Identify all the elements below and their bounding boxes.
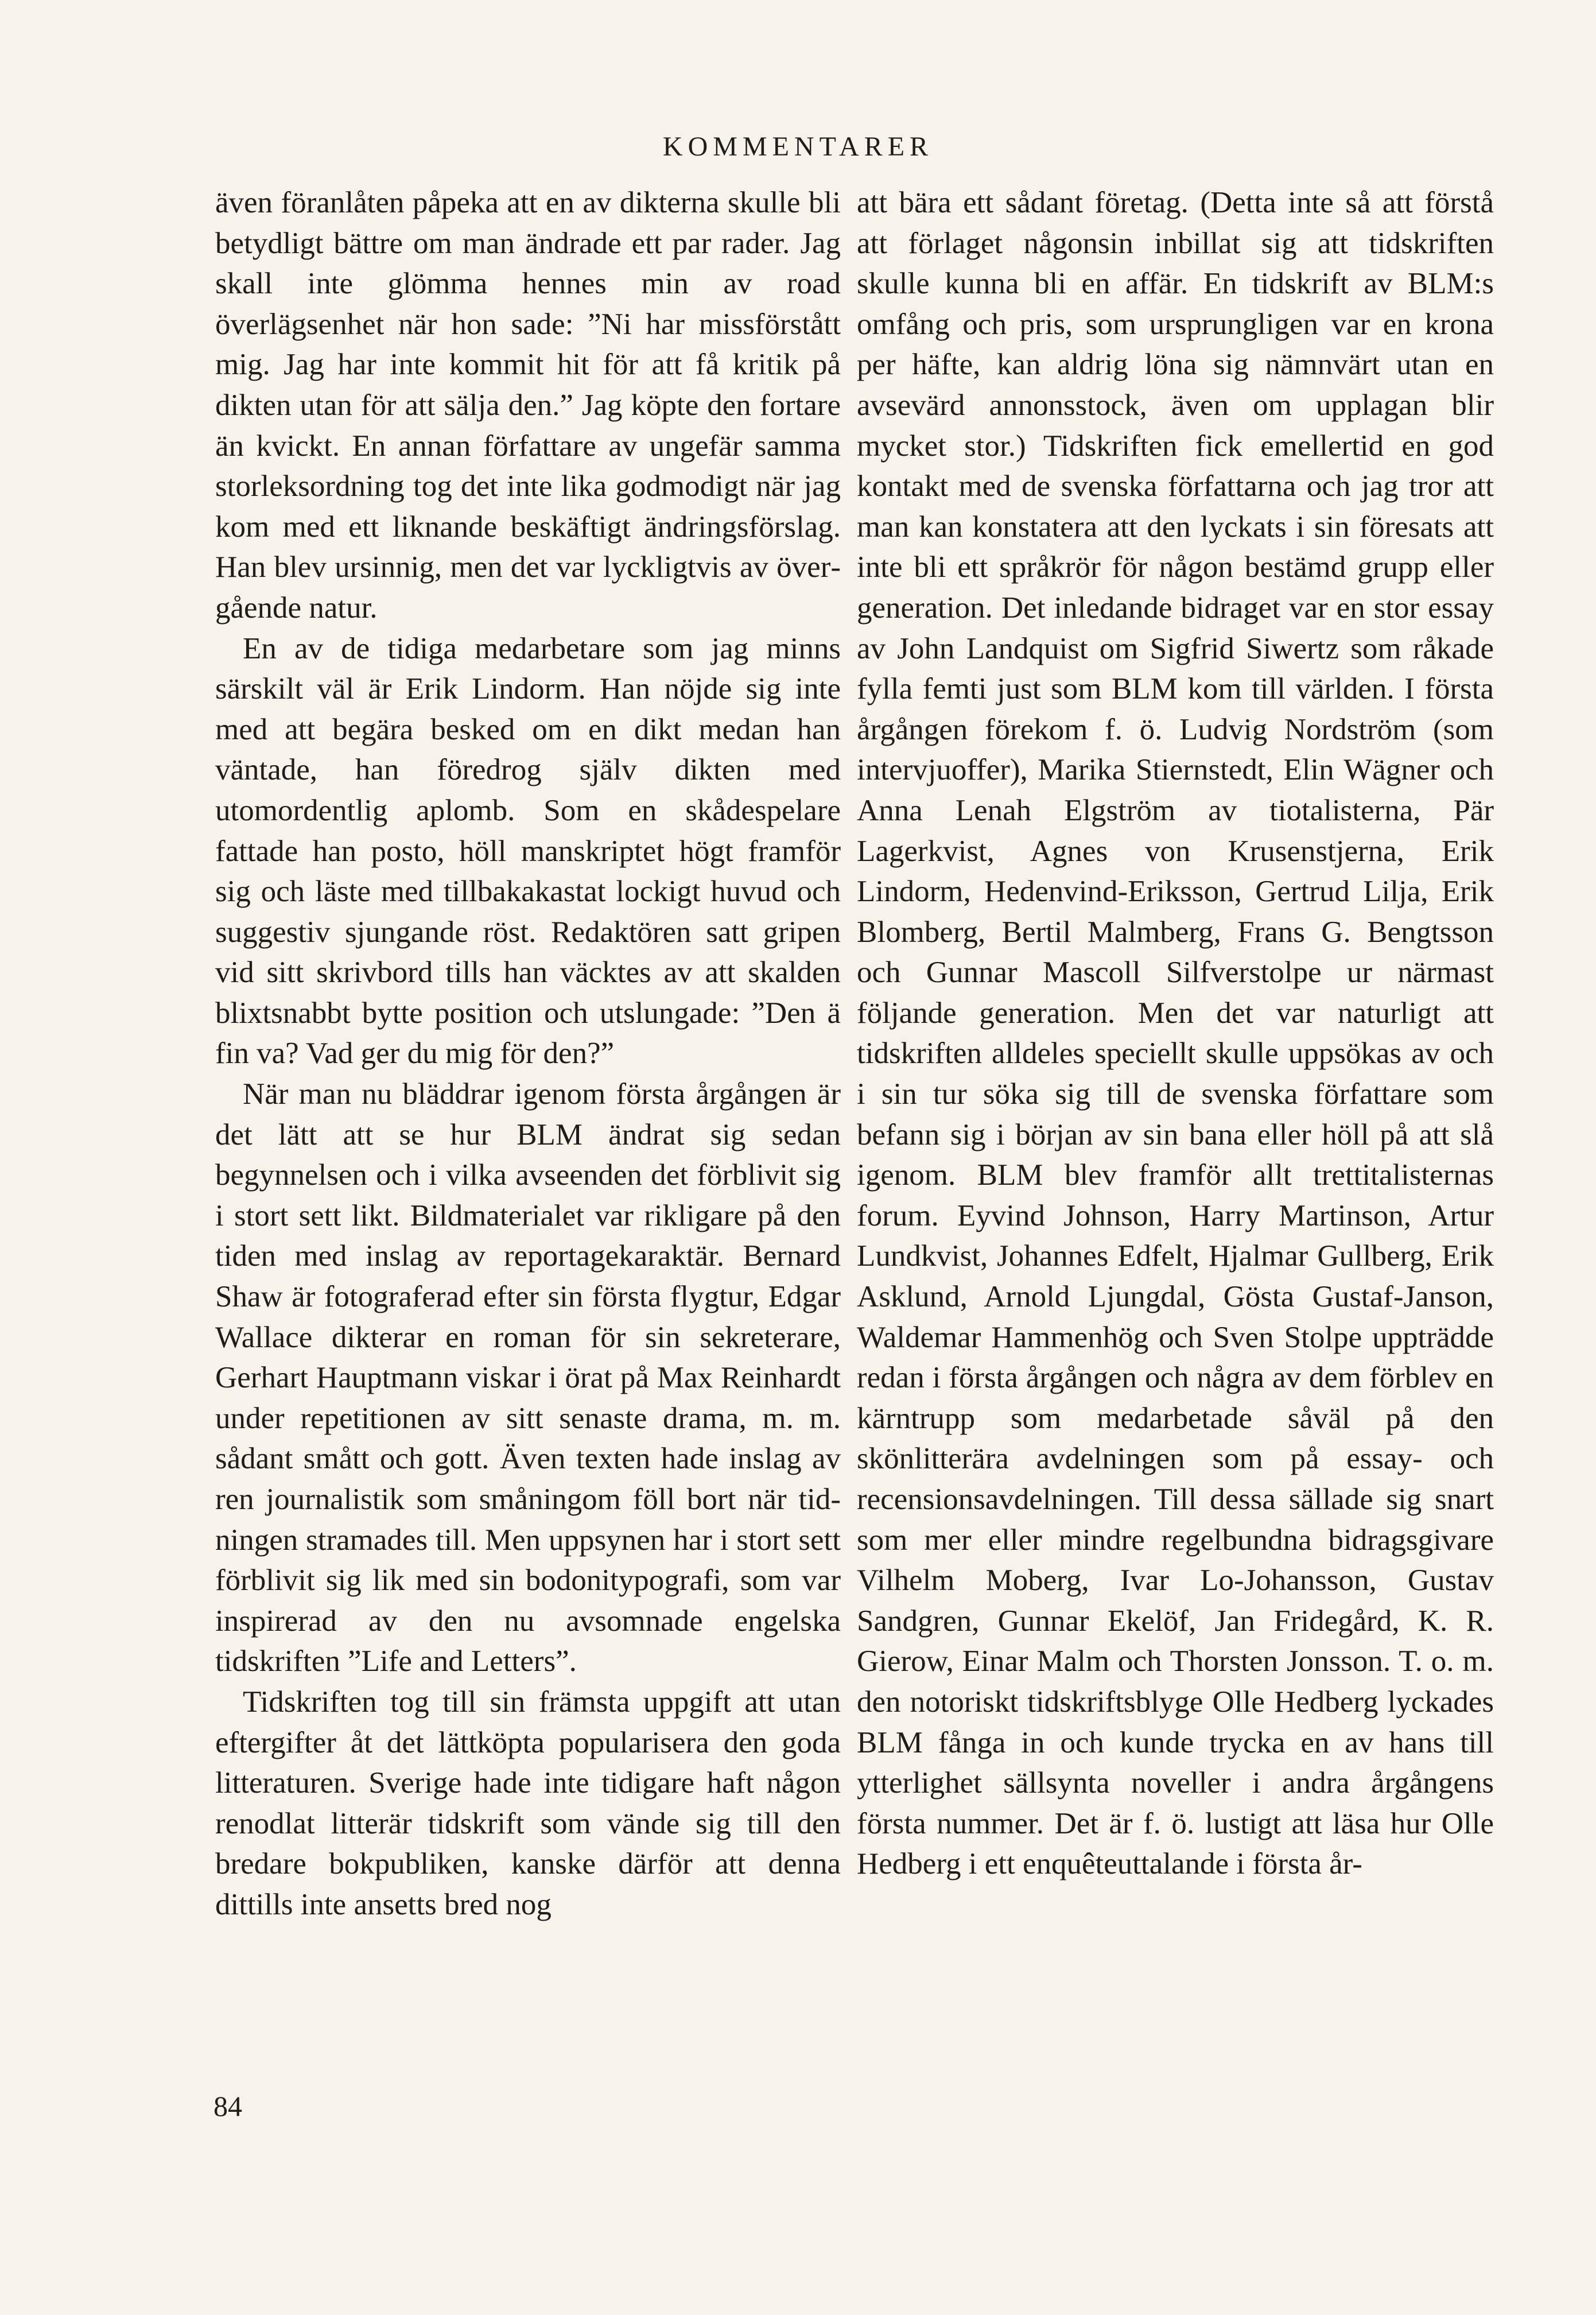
right-column (857, 183, 1494, 1884)
paragraph: att bära ett sådant företag. (Detta inte så att förstå att förlaget någonsin inbillat sig att tidskriften skulle kunna bli en affär. En tidskrift av BLM:s omfång och pris, som ursprungligen var en krona per häfte, kan aldrig löna sig nämnvärt utan en avsevärd annonsstock, även om upplagan blir mycket stor.) Tidskriften fick emellertid en god kontakt med de svenska författarna och jag tror att man kan konstatera att den lyckats i sin föresats att inte bli ett språkrör för någon bestämd grupp eller generation. Det inledande bidraget var en stor essay av John Landquist om Sigfrid Siwertz som råkade fylla femti just som BLM kom till världen. I första årgången förekom f. ö. Ludvig Nordström (som intervjuoffer), Marika Stiernstedt, Elin Wägner och Anna Lenah Elgström av tiotalisterna, Pär Lagerkvist, Agnes von Krusenstjerna, Erik Lindorm, Hedenvind-Eriksson, Gertrud Lilja, Erik Blomberg, Bertil Malmberg, Frans G. Bengtsson och Gunnar Mascoll Silfverstolpe ur närmast följande generation. Men det var naturligt att tidskriften alldeles speciellt skulle uppsökas av och i sin tur söka sig till de svenska författare som befann sig i början av sin bana eller höll på att slå igenom. BLM blev framför allt trettitalisternas forum. Eyvind Johnson, Harry Martinson, Artur Lundkvist, Johannes Edfelt, Hjalmar Gullberg, Erik Asklund, Arnold Ljungdal, Gösta Gustaf-Janson, Waldemar Hammenhög och Sven Stolpe uppträdde redan i första årgången och några av dem förblev en kärntrupp som medarbetade såväl på den skönlitterära avdelningen som på essay- och recensionsavdelningen. Till dessa sällade sig snart som mer eller mindre regelbundna bidragsgivare Vilhelm Moberg, Ivar Lo-Johansson, Gustav Sandgren, Gunnar Ekelöf, Jan Fridegård, K. R. Gierow, Einar Malm och Thorsten Jonsson. T. o. m. den notoriskt tidskriftsblyge Olle Hedberg lyckades BLM fånga in och kunde trycka en av hans till ytterlighet sällsynta noveller i andra årgångens första nummer. Det är f. ö. lustigt att läsa hur Olle Hedberg i ett enquêteuttalande i första år- (857, 186, 1494, 1881)
page-number: 84 (213, 2090, 242, 2122)
left-column (215, 183, 841, 1925)
paragraph: När man nu bläddrar igenom första årgången är det lätt att se hur BLM ändrat sig sedan begynnelsen och i vilka avseenden det förblivit sig i stort sett likt. Bildmaterialet var rikligare på den tiden med inslag av reportagekaraktär. Bernard Shaw är fotograferad efter sin första flygtur, Edgar Wallace dikterar en roman för sin sekreterare, Gerhart Hauptmann viskar i örat på Max Reinhardt under repetitionen av sitt senaste drama, m. m. sådant smått och gott. Även texten hade inslag av ren journalistik som småningom föll bort när tidningen stramades till. Men uppsynen har i stort sett förblivit sig lik med sin bodonitypografi, som var inspirerad av den nu avsomnade engelska tidskriften ”Life and Letters”. (215, 1077, 841, 1678)
paragraph: En av de tidiga medarbetare som jag minns särskilt väl är Erik Lindorm. Han nöjde sig inte med att begära besked om en dikt medan han väntade, han föredrog själv dikten med utomordentlig aplomb. Som en skådespelare fattade han posto, höll manskriptet högt framför sig och läste med tillbakakastat lockigt huvud och suggestiv sjungande röst. Redaktören satt gripen vid sitt skrivbord tills han väcktes av att skalden blixtsnabbt bytte position och utslungade: ”Den ä fin va? Vad ger du mig för den?” (215, 631, 841, 1071)
paragraph: Tidskriften tog till sin främsta uppgift att utan eftergifter åt det lättköpta popularisera den goda litteraturen. Sverige hade inte tidigare haft någon renodlat litterär tidskrift som vände sig till den bredare bokpubliken, kanske därför att denna dittills inte ansetts bred nog (215, 1685, 841, 1921)
running-head: KOMMENTARER (662, 131, 934, 162)
paragraph: även föranlåten påpeka att en av dikterna skulle bli betydligt bättre om man ändrade ett par rader. Jag skall inte glömma hennes min av road överlägsenhet när hon sade: ”Ni har missförstått mig. Jag har inte kommit hit för att få kritik på dikten utan för att sälja den.” Jag köpte den fortare än kvickt. En annan författare av ungefär samma storleksordning tog det inte lika godmodigt när jag kom med ett liknande beskäftigt ändringsförslag. Han blev ursinnig, men det var lyckligtvis av övergående natur. (215, 186, 841, 625)
